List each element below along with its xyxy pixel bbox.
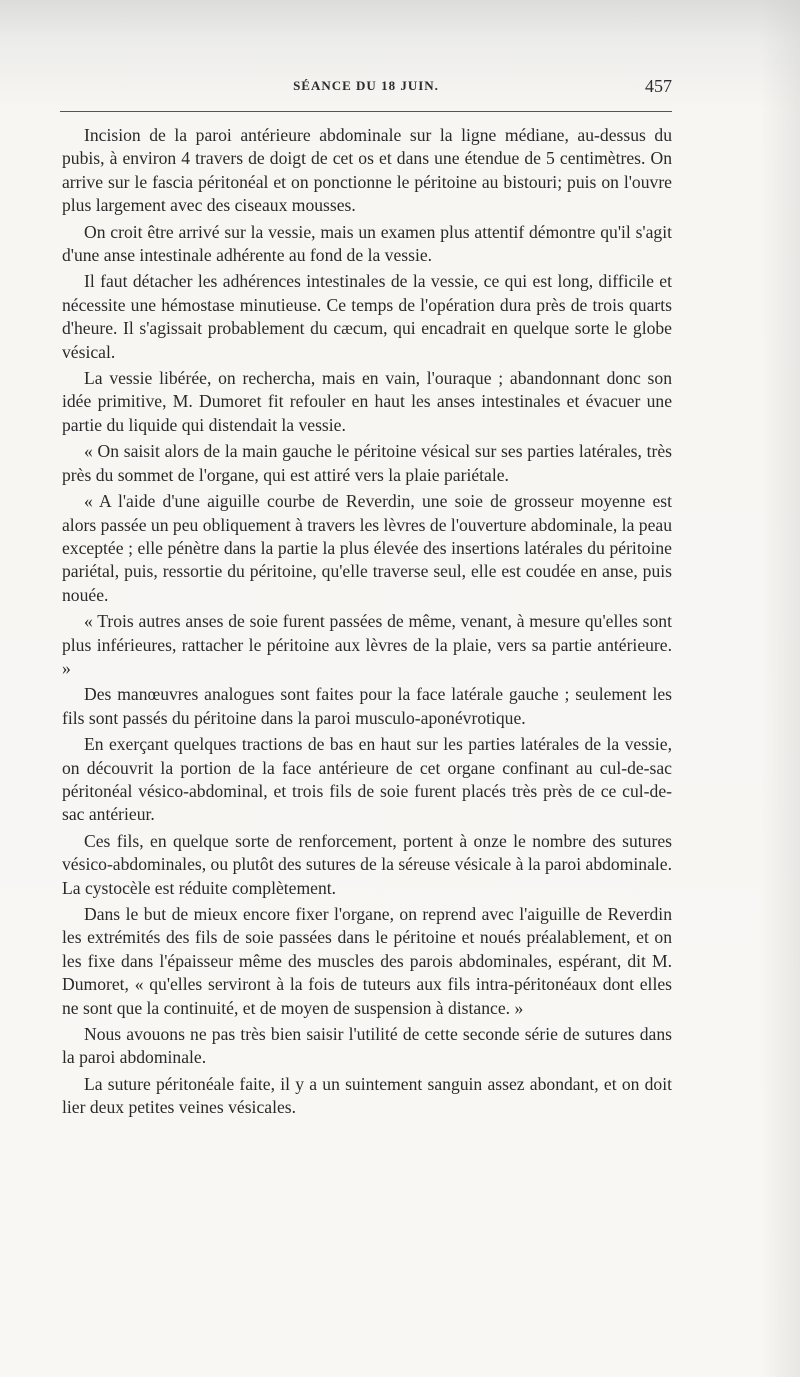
paragraph: On croit être arrivé sur la vessie, mais un examen plus attentif démontre qu'il s'agit d'une anse intestinale adhérente au fond de la vessie. — [62, 221, 672, 266]
running-title: SÉANCE DU 18 JUIN. — [293, 78, 439, 93]
header-rule — [60, 111, 672, 112]
paragraph: Ces fils, en quelque sorte de renforcement, portent à onze le nombre des sutures vésico-abdominales, ou plutôt des sutures de la séreuse vésicale à la paroi abdominale. La cystocèle est réduite complètement. — [62, 830, 672, 898]
body-text — [62, 124, 672, 1123]
paragraph: Incision de la paroi antérieure abdominale sur la ligne médiane, au-dessus du pubis, à environ 4 travers de doigt de cet os et dans une étendue de 5 centimètres. On arrive sur le fascia péritonéal et on ponctionne le péritoine au bistouri; puis on l'ouvre plus largement avec des ciseaux mousses. — [62, 125, 672, 216]
paragraph: La suture péritonéale faite, il y a un suintement sanguin assez abondant, et on doit lier deux petites veines vésicales. — [62, 1073, 672, 1118]
paragraph: « On saisit alors de la main gauche le péritoine vésical sur ses parties latérales, très près du sommet de l'organe, qui est attiré vers la plaie pariétale. — [62, 441, 672, 485]
paragraph: Il faut détacher les adhérences intestinales de la vessie, ce qui est long, difficile et nécessite une hémostase minutieuse. Ce temps de l'opération dura près de trois quarts d'heure. Il s'agissait probablement du cæcum, qui encadrait en quelque sorte le globe vésical. — [62, 271, 672, 362]
paragraph: En exerçant quelques tractions de bas en haut sur les parties latérales de la vessie, on découvrit la portion de la face antérieure de cet organe confinant au cul-de-sac péritonéal vésico-abdominal, et trois fils de soie furent placés très près de ce cul-de-sac antérieur. — [62, 734, 672, 825]
paragraph: Dans le but de mieux encore fixer l'organe, on reprend avec l'aiguille de Reverdin les extrémités des fils de soie passées dans le péritoine et noués préalablement, et on les fixe dans l'épaisseur même des muscles des parois abdominales, espérant, dit M. Dumoret, « qu'elles serviront à la fois de tuteurs aux fils intra-péritonéaux dont elles ne sont que la continuité, et de moyen de suspension à distance. » — [62, 904, 672, 1018]
paragraph: La vessie libérée, on rechercha, mais en vain, l'ouraque ; abandonnant donc son idée primitive, M. Dumoret fit refouler en haut les anses intestinales et évacuer une partie du liquide qui distendait la vessie. — [62, 368, 672, 435]
page-header — [60, 76, 672, 100]
page-number: 457 — [645, 76, 672, 96]
page-edge-shadow — [760, 0, 800, 1377]
paragraph: Nous avouons ne pas très bien saisir l'utilité de cette seconde série de sutures dans la paroi abdominale. — [62, 1024, 672, 1068]
paragraph: « A l'aide d'une aiguille courbe de Reverdin, une soie de grosseur moyenne est alors passée un peu obliquement à travers les lèvres de l'ouverture abdominale, la peau exceptée ; elle pénètre dans la partie la plus élevée des insertions latérales du péritoine pariétal, puis, ressortie du péritoine, qu'elle traverse seul, elle est coudée en anse, puis nouée. — [62, 491, 672, 605]
paragraph: « Trois autres anses de soie furent passées de même, venant, à mesure qu'elles sont plus inférieures, rattacher le péritoine aux lèvres de la plaie, vers sa partie antérieure. » — [62, 611, 672, 678]
paragraph: Des manœuvres analogues sont faites pour la face latérale gauche ; seulement les fils sont passés du péritoine dans la paroi musculo-aponévrotique. — [62, 684, 672, 728]
